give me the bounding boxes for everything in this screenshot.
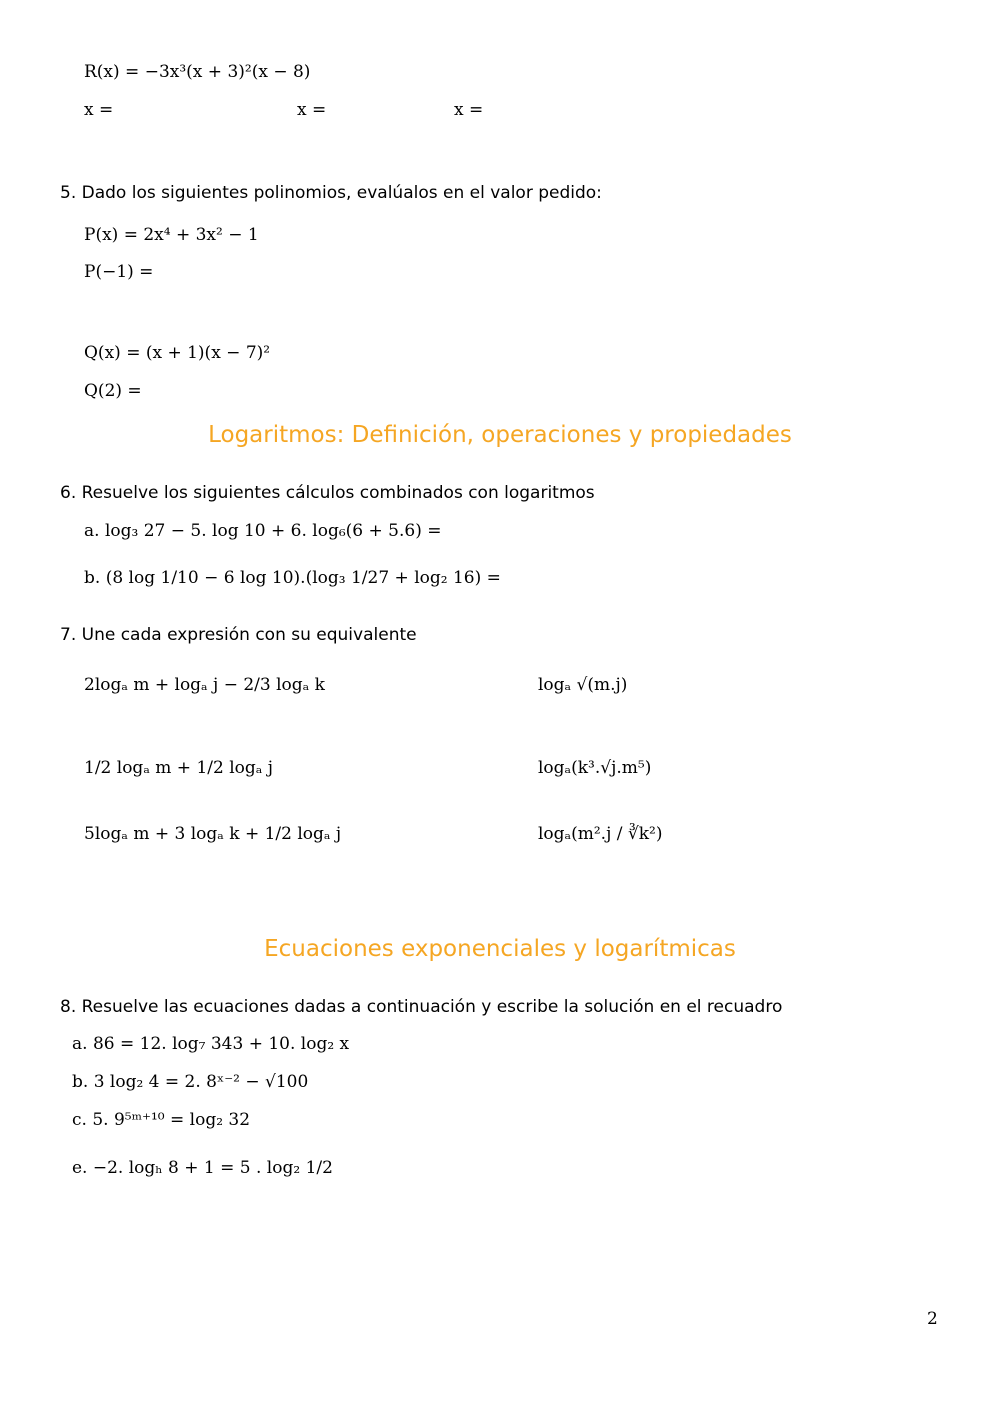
question-8-title: 8. Resuelve las ecuaciones dadas a continuación y escribe la solución en el recuadro [60,997,783,1017]
section-heading-logaritmos: Logaritmos: Definición, operaciones y propiedades [208,422,792,448]
section-heading-ecuaciones: Ecuaciones exponenciales y logarítmicas [264,936,736,962]
match-left-2: 1/2 logₐ m + 1/2 logₐ j [84,758,274,778]
match-left-1: 2logₐ m + logₐ j − 2/3 logₐ k [84,675,325,695]
question-8b: b. 3 log₂ 4 = 2. 8ˣ⁻² − √100 [72,1072,309,1092]
question-8a: a. 86 = 12. log₇ 343 + 10. log₂ x [72,1034,350,1054]
question-6a: a. log₃ 27 − 5. log 10 + 6. log₆(6 + 5.6) = [84,521,442,541]
match-right-3: logₐ(m².j / ∛k²) [538,824,663,844]
p-polynomial: P(x) = 2x⁴ + 3x² − 1 [84,225,259,245]
question-6-title: 6. Resuelve los siguientes cálculos combinados con logaritmos [60,483,595,503]
question-8c: c. 5. 9⁵ᵐ⁺¹⁰ = log₂ 32 [72,1110,251,1130]
page-number: 2 [927,1309,938,1329]
match-left-3: 5logₐ m + 3 logₐ k + 1/2 logₐ j [84,824,342,844]
q-polynomial: Q(x) = (x + 1)(x − 7)² [84,343,271,363]
x-blank-2: x = [297,100,327,120]
question-8e: e. −2. logₕ 8 + 1 = 5 . log₂ 1/2 [72,1158,333,1178]
p-evaluation: P(−1) = [84,262,154,282]
match-right-1: logₐ √(m.j) [538,675,628,695]
question-7-title: 7. Une cada expresión con su equivalente [60,625,417,645]
question-5-title: 5. Dado los siguientes polinomios, evalúalos en el valor pedido: [60,183,602,203]
r-polynomial: R(x) = −3x³(x + 3)²(x − 8) [84,62,311,82]
x-blank-3: x = [454,100,484,120]
x-blank-1: x = [84,100,114,120]
q-evaluation: Q(2) = [84,381,142,401]
question-6b: b. (8 log 1/10 − 6 log 10).(log₃ 1/27 + log₂ 16) = [84,568,501,588]
match-right-2: logₐ(k³.√j.m⁵) [538,758,652,778]
